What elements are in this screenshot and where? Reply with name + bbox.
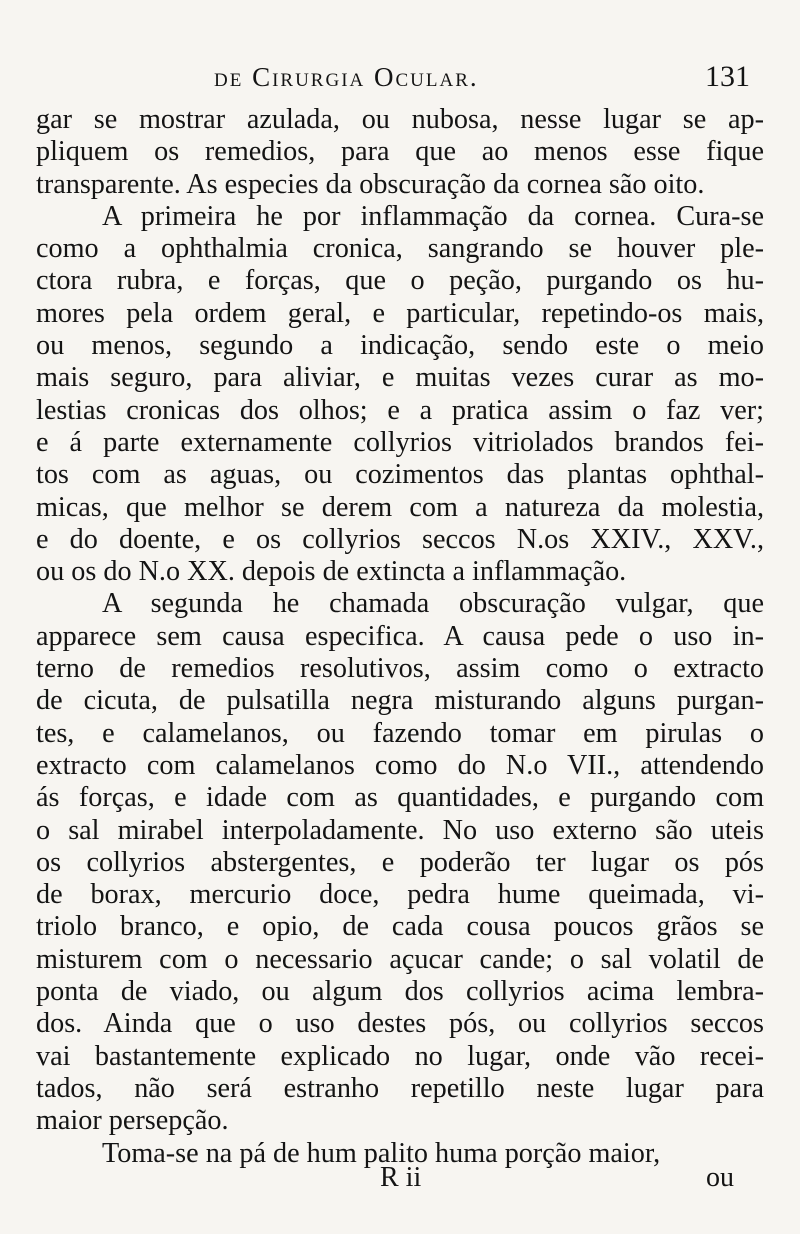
text-line: vai bastantemente explicado no lugar, onde vão recei- <box>36 1040 764 1072</box>
text-line: de cicuta, de pulsatilla negra misturando alguns purgan- <box>36 685 764 717</box>
signature-mark: R ii <box>380 1162 422 1193</box>
text-line: gar se mostrar azulada, ou nubosa, nesse lugar se ap- <box>36 104 764 135</box>
body-text <box>36 104 764 1170</box>
text-line: maior persepção. <box>36 1105 229 1137</box>
text-line: transparente. As especies da obscuração da cornea são oito. <box>36 168 705 200</box>
text-line: os collyrios abstergentes, e poderão ter lugar os pós <box>36 846 764 878</box>
text-line: tes, e calamelanos, ou fazendo tomar em pirulas o <box>36 717 764 749</box>
page-footer <box>36 1162 764 1202</box>
text-line: de borax, mercurio doce, pedra hume queimada, vi- <box>36 879 764 911</box>
page-number: 131 <box>705 60 750 93</box>
text-line: misturem com o necessario açucar cande; o sal volatil de <box>36 943 764 975</box>
paragraph <box>36 588 764 1137</box>
paragraph <box>36 201 764 589</box>
text-line: tos com as aguas, ou cozimentos das plantas ophthal- <box>36 459 764 491</box>
text-line: lestias cronicas dos olhos; e a pratica assim o faz ver; <box>36 394 764 426</box>
text-line: e do doente, e os collyrios seccos N.os XXIV., XXV., <box>36 523 764 555</box>
text-line: Toma-se na pá de hum palito huma porção maior, <box>102 1137 661 1169</box>
text-line: ponta de viado, ou algum dos collyrios acima lembra- <box>36 976 764 1008</box>
text-line: ás forças, e idade com as quantidades, e purgando com <box>36 782 764 814</box>
catchword: ou <box>706 1162 734 1193</box>
text-line: pliquem os remedios, para que ao menos esse fique <box>36 136 764 168</box>
text-line: triolo branco, e opio, de cada cousa poucos grãos se <box>36 911 764 943</box>
text-line: A primeira he por inflammação da cornea. Cura-se <box>102 200 764 232</box>
text-line: ctora rubra, e forças, que o peção, purgando os hu- <box>36 265 764 297</box>
text-line: micas, que melhor se derem com a natureza da molestia, <box>36 491 764 523</box>
text-line: o sal mirabel interpoladamente. No uso externo são uteis <box>36 814 764 846</box>
text-line: ou os do N.o XX. depois de extincta a inflammação. <box>36 556 627 588</box>
text-line: mores pela ordem geral, e particular, repetindo-os mais, <box>36 297 764 329</box>
text-line: e á parte externamente collyrios vitriolados brandos fei- <box>36 426 764 458</box>
text-line: tados, não será estranho repetillo neste lugar para <box>36 1072 764 1104</box>
paragraph <box>36 104 764 201</box>
text-line: A segunda he chamada obscuração vulgar, que <box>102 588 764 620</box>
text-line: mais seguro, para aliviar, e muitas vezes curar as mo- <box>36 362 764 394</box>
text-line: extracto com calamelanos como do N.o VII., attendendo <box>36 749 764 781</box>
text-line: terno de remedios resolutivos, assim como o extracto <box>36 653 764 685</box>
text-line: apparece sem causa especifica. A causa pede o uso in- <box>36 620 764 652</box>
running-head: de Cirurgia Ocular. <box>214 62 479 92</box>
text-line: ou menos, segundo a indicação, sendo este o meio <box>36 330 764 362</box>
page-header <box>36 62 764 102</box>
text-line: dos. Ainda que o uso destes pós, ou collyrios seccos <box>36 1008 764 1040</box>
text-line: como a ophthalmia cronica, sangrando se houver ple- <box>36 233 764 265</box>
